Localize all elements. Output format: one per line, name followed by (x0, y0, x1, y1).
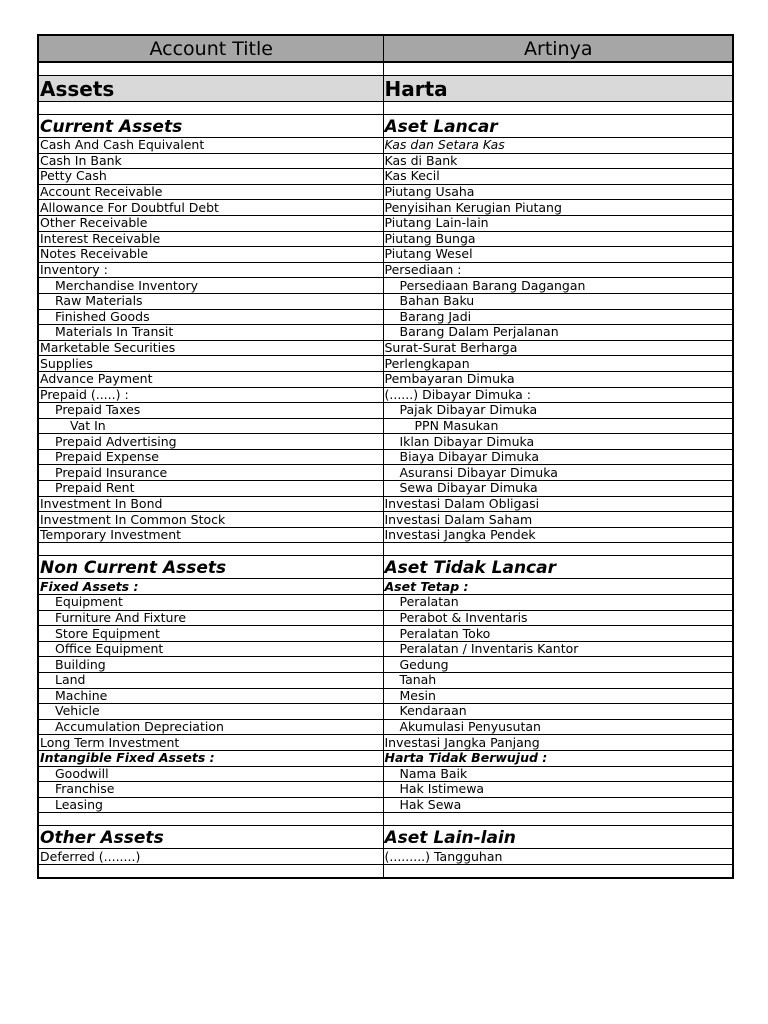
subsection-title-id: Aset Lain-lain (383, 826, 733, 849)
table-row (38, 434, 733, 450)
artinya-cell: Investasi Jangka Panjang (383, 735, 733, 751)
header-account-title: Account Title (38, 35, 383, 62)
section-title-en: Assets (38, 76, 383, 102)
account-title-cell: Temporary Investment (38, 527, 383, 543)
table-row (38, 325, 733, 341)
artinya-cell: Pajak Dibayar Dimuka (383, 403, 733, 419)
table-row (38, 449, 733, 465)
artinya-cell: Tanah (383, 673, 733, 689)
account-title-cell: Finished Goods (38, 309, 383, 325)
table-row (38, 610, 733, 626)
table-row (38, 782, 733, 798)
account-title-cell: Investment In Bond (38, 496, 383, 512)
table-row (38, 153, 733, 169)
account-title-cell: Materials In Transit (38, 325, 383, 341)
table-row (38, 293, 733, 309)
table-row (38, 262, 733, 278)
table-row (38, 641, 733, 657)
account-title-cell: Prepaid Insurance (38, 465, 383, 481)
artinya-cell: Bahan Baku (383, 293, 733, 309)
table-row (38, 200, 733, 216)
account-title-cell: Office Equipment (38, 641, 383, 657)
artinya-cell: Peralatan Toko (383, 626, 733, 642)
account-title-cell: Prepaid Taxes (38, 403, 383, 419)
table-row (38, 403, 733, 419)
table-row (38, 215, 733, 231)
artinya-cell: Investasi Dalam Saham (383, 512, 733, 528)
section-title-id: Harta (383, 76, 733, 102)
account-title-cell: Accumulation Depreciation (38, 719, 383, 735)
account-title-cell: Petty Cash (38, 169, 383, 185)
section-assets-row (38, 76, 733, 102)
account-title-cell: Cash In Bank (38, 153, 383, 169)
table-row (38, 657, 733, 673)
account-title-cell: Inventory : (38, 262, 383, 278)
artinya-cell: Barang Jadi (383, 309, 733, 325)
account-title-cell: Raw Materials (38, 293, 383, 309)
artinya-cell: Harta Tidak Berwujud : (383, 750, 733, 766)
artinya-cell: Mesin (383, 688, 733, 704)
table-row (38, 184, 733, 200)
artinya-cell: Piutang Lain-lain (383, 215, 733, 231)
subsection-other-row (38, 826, 733, 849)
artinya-cell: Perabot & Inventaris (383, 610, 733, 626)
artinya-cell: Persediaan Barang Dagangan (383, 278, 733, 294)
account-table (37, 34, 734, 879)
artinya-cell: Peralatan (383, 595, 733, 611)
account-title-cell: Allowance For Doubtful Debt (38, 200, 383, 216)
artinya-cell: (......) Dibayar Dimuka : (383, 387, 733, 403)
artinya-cell: Perlengkapan (383, 356, 733, 372)
account-title-cell: Vat In (38, 418, 383, 434)
table-row (38, 356, 733, 372)
artinya-cell: Biaya Dibayar Dimuka (383, 449, 733, 465)
account-title-cell: Deferred (........) (38, 849, 383, 865)
table-row (38, 704, 733, 720)
artinya-cell: Iklan Dibayar Dimuka (383, 434, 733, 450)
account-title-cell: Machine (38, 688, 383, 704)
artinya-cell: Sewa Dibayar Dimuka (383, 481, 733, 497)
subsection-title-en: Other Assets (38, 826, 383, 849)
table-row (38, 496, 733, 512)
artinya-cell: Aset Tetap : (383, 579, 733, 595)
account-title-cell: Prepaid Expense (38, 449, 383, 465)
account-title-cell: Long Term Investment (38, 735, 383, 751)
account-title-cell: Prepaid Rent (38, 481, 383, 497)
artinya-cell: PPN Masukan (383, 418, 733, 434)
account-title-cell: Investment In Common Stock (38, 512, 383, 528)
spacer-row (38, 543, 733, 556)
account-title-cell: Store Equipment (38, 626, 383, 642)
artinya-cell: Surat-Surat Berharga (383, 340, 733, 356)
account-title-cell: Supplies (38, 356, 383, 372)
artinya-cell: Asuransi Dibayar Dimuka (383, 465, 733, 481)
artinya-cell: Kas di Bank (383, 153, 733, 169)
table-row (38, 579, 733, 595)
artinya-cell: (.........) Tangguhan (383, 849, 733, 865)
table-row (38, 231, 733, 247)
table-row (38, 465, 733, 481)
artinya-cell: Penyisihan Kerugian Piutang (383, 200, 733, 216)
table-header-row (38, 35, 733, 62)
table-row (38, 750, 733, 766)
spacer-row (38, 62, 733, 76)
spacer-row (38, 864, 733, 878)
table-row (38, 169, 733, 185)
artinya-cell: Investasi Jangka Pendek (383, 527, 733, 543)
account-title-cell: Leasing (38, 797, 383, 813)
account-title-cell: Interest Receivable (38, 231, 383, 247)
artinya-cell: Kendaraan (383, 704, 733, 720)
account-title-cell: Cash And Cash Equivalent (38, 138, 383, 154)
table-row (38, 278, 733, 294)
table-row (38, 595, 733, 611)
table-row (38, 673, 733, 689)
account-title-cell: Furniture And Fixture (38, 610, 383, 626)
subsection-current-row (38, 115, 733, 138)
current-assets-body (38, 138, 733, 543)
table-row (38, 340, 733, 356)
artinya-cell: Piutang Usaha (383, 184, 733, 200)
table-row (38, 247, 733, 263)
noncurrent-assets-body (38, 579, 733, 813)
header-artinya: Artinya (383, 35, 733, 62)
table-row (38, 849, 733, 865)
artinya-cell: Investasi Dalam Obligasi (383, 496, 733, 512)
artinya-cell: Pembayaran Dimuka (383, 371, 733, 387)
account-title-cell: Goodwill (38, 766, 383, 782)
subsection-noncurrent-row (38, 556, 733, 579)
subsection-title-id: Aset Tidak Lancar (383, 556, 733, 579)
artinya-cell: Akumulasi Penyusutan (383, 719, 733, 735)
table-row (38, 688, 733, 704)
artinya-cell: Piutang Bunga (383, 231, 733, 247)
artinya-cell: Peralatan / Inventaris Kantor (383, 641, 733, 657)
table-row (38, 527, 733, 543)
table-row (38, 387, 733, 403)
artinya-cell: Gedung (383, 657, 733, 673)
subsection-title-id: Aset Lancar (383, 115, 733, 138)
spacer-row (38, 102, 733, 115)
account-title-cell: Franchise (38, 782, 383, 798)
account-title-cell: Marketable Securities (38, 340, 383, 356)
table-row (38, 481, 733, 497)
table-row (38, 138, 733, 154)
account-title-cell: Intangible Fixed Assets : (38, 750, 383, 766)
artinya-cell: Kas dan Setara Kas (383, 138, 733, 154)
artinya-cell: Hak Istimewa (383, 782, 733, 798)
account-title-cell: Fixed Assets : (38, 579, 383, 595)
other-assets-body (38, 849, 733, 865)
table-row (38, 797, 733, 813)
account-title-cell: Prepaid Advertising (38, 434, 383, 450)
artinya-cell: Hak Sewa (383, 797, 733, 813)
table-row (38, 371, 733, 387)
subsection-title-en: Current Assets (38, 115, 383, 138)
table-row (38, 309, 733, 325)
artinya-cell: Piutang Wesel (383, 247, 733, 263)
artinya-cell: Kas Kecil (383, 169, 733, 185)
table-row (38, 626, 733, 642)
artinya-cell: Nama Baik (383, 766, 733, 782)
subsection-title-en: Non Current Assets (38, 556, 383, 579)
account-title-cell: Prepaid (.....) : (38, 387, 383, 403)
account-title-cell: Advance Payment (38, 371, 383, 387)
account-title-cell: Equipment (38, 595, 383, 611)
account-title-cell: Vehicle (38, 704, 383, 720)
artinya-cell: Barang Dalam Perjalanan (383, 325, 733, 341)
table-row (38, 766, 733, 782)
table-row (38, 512, 733, 528)
account-title-cell: Account Receivable (38, 184, 383, 200)
table-row (38, 719, 733, 735)
table-row (38, 418, 733, 434)
account-title-cell: Land (38, 673, 383, 689)
spacer-row (38, 813, 733, 826)
account-title-cell: Building (38, 657, 383, 673)
account-title-cell: Merchandise Inventory (38, 278, 383, 294)
account-title-cell: Notes Receivable (38, 247, 383, 263)
artinya-cell: Persediaan : (383, 262, 733, 278)
account-title-cell: Other Receivable (38, 215, 383, 231)
table-row (38, 735, 733, 751)
